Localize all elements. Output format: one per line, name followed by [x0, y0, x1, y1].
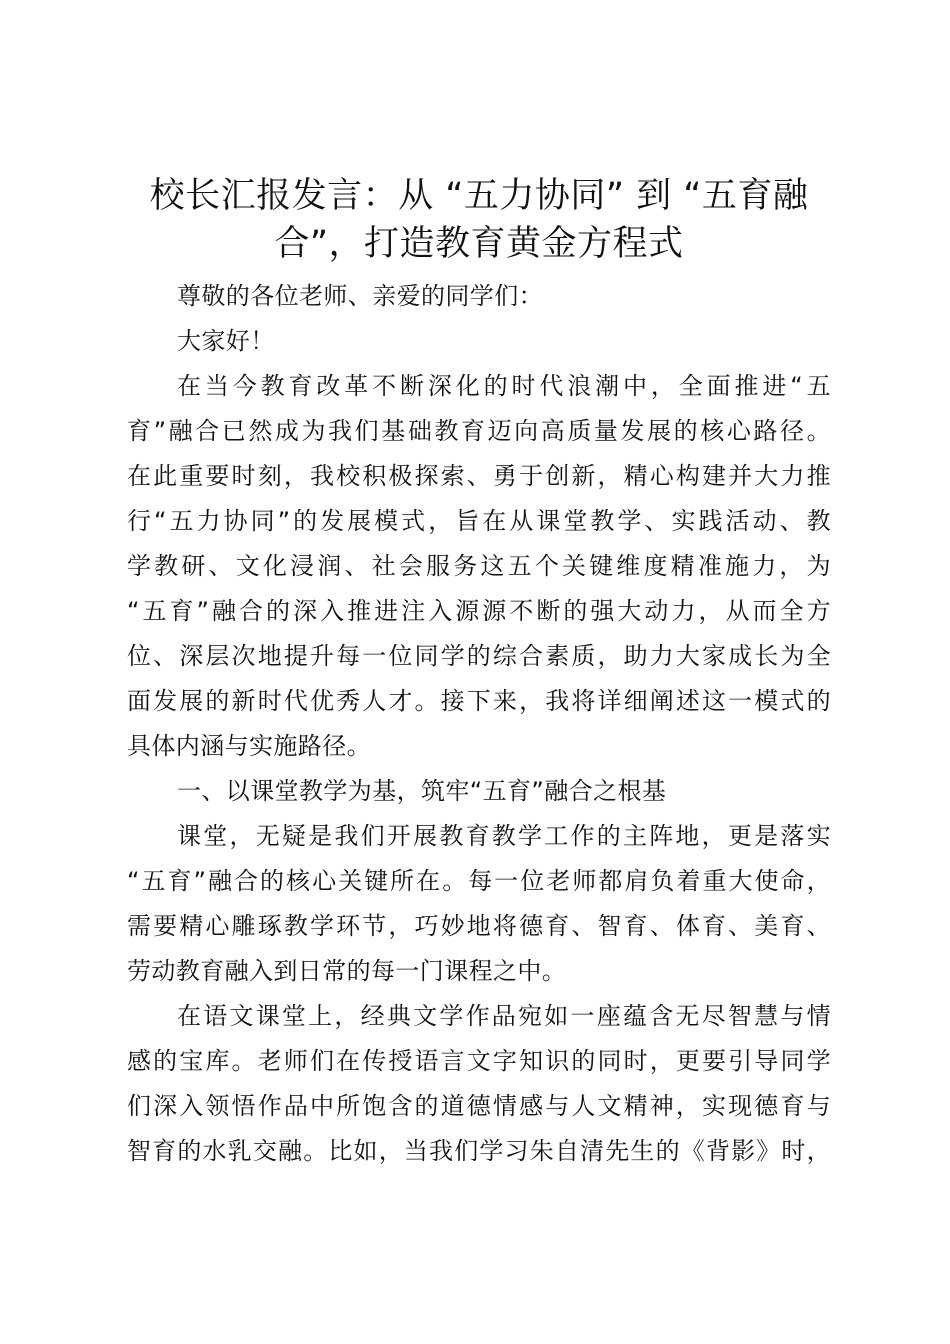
- text-line: “五育”融合的深入推进注入源源不断的强大动力，从而全方: [127, 597, 831, 625]
- text-line: 需要精心雕琢教学环节，巧妙地将德育、智育、体育、美育、: [127, 912, 831, 940]
- text-line: 育”融合已然成为我们基础教育迈向高质量发展的核心路径。: [127, 417, 831, 445]
- text-line: 尊敬的各位老师、亲爱的同学们：: [177, 282, 543, 310]
- text-line: 学教研、文化浸润、社会服务这五个关键维度精准施力，为: [127, 552, 831, 580]
- text-line: 行“五力协同”的发展模式，旨在从课堂教学、实践活动、教: [127, 507, 831, 535]
- text-line: 智育的水乳交融。比如，当我们学习朱自清先生的《背影》时，: [127, 1137, 831, 1165]
- text-line: 大家好！: [177, 327, 275, 355]
- text-line: 在此重要时刻，我校积极探索、勇于创新，精心构建并大力推: [127, 462, 831, 490]
- text-line: 位、深层次地提升每一位同学的综合素质，助力大家成长为全: [127, 642, 831, 670]
- text-line: 具体内涵与实施路径。: [127, 732, 371, 760]
- document-page: [127, 172, 831, 1174]
- text-line: 们深入领悟作品中所饱含的道德情感与人文精神，实现德育与: [127, 1092, 831, 1120]
- text-line: 课堂，无疑是我们开展教育教学工作的主阵地，更是落实: [177, 822, 831, 850]
- text-line: 劳动教育融入到日常的每一门课程之中。: [127, 957, 567, 985]
- text-line: 在语文课堂上，经典文学作品宛如一座蕴含无尽智慧与情: [177, 1002, 831, 1030]
- document-title: [127, 172, 831, 268]
- text-line: “五育”融合的核心关键所在。每一位老师都肩负着重大使命，: [127, 867, 831, 895]
- text-line: 感的宝库。老师们在传授语言文字知识的同时，更要引导同学: [127, 1047, 831, 1075]
- document-body: [127, 274, 831, 1174]
- text-line: 面发展的新时代优秀人才。接下来，我将详细阐述这一模式的: [127, 687, 831, 715]
- text-line: 在当今教育改革不断深化的时代浪潮中，全面推进“五: [177, 372, 831, 400]
- title-line-2: 合”，打造教育黄金方程式: [274, 224, 684, 264]
- text-line: 一、以课堂教学为基，筑牢“五育”融合之根基: [177, 777, 667, 805]
- title-line-1: 校长汇报发言：从 “五力协同” 到 “五育融: [149, 176, 809, 216]
